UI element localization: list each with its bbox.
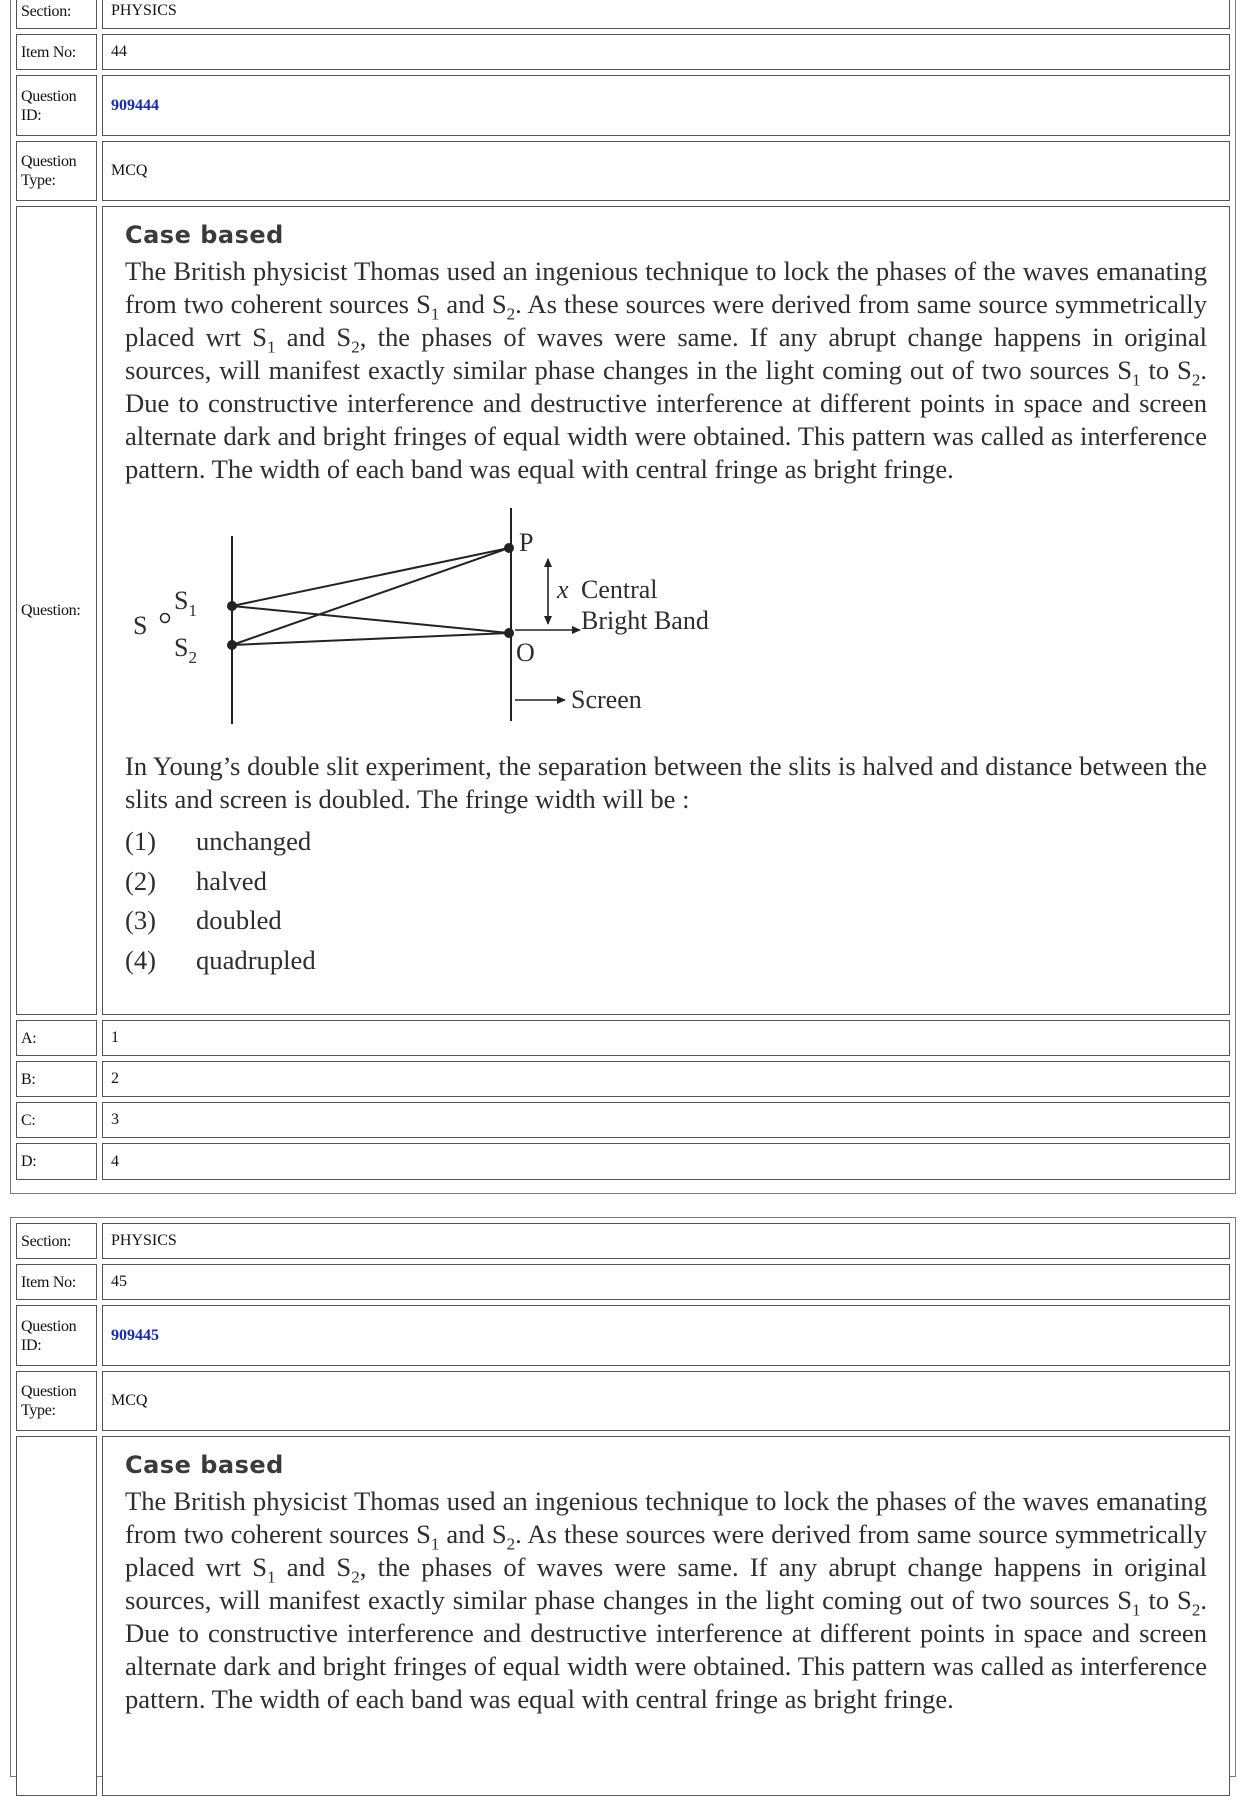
option-3: (3) doubled xyxy=(125,905,282,935)
answer-d-row xyxy=(16,1143,1230,1180)
answer-b-label: B: xyxy=(16,1061,97,1097)
section-row xyxy=(16,1223,1230,1259)
item-no-label: Item No: xyxy=(16,34,97,70)
question-type-row xyxy=(16,141,1230,201)
question-id-value: 909445 xyxy=(102,1305,1230,1366)
question-row xyxy=(16,1436,1230,1796)
option-2: (2) halved xyxy=(125,865,267,896)
option-1: (1) unchanged xyxy=(125,826,312,856)
question-type-row xyxy=(16,1371,1230,1431)
answer-c-row xyxy=(16,1102,1230,1138)
label-p: P xyxy=(519,528,534,557)
item-no-value: 44 xyxy=(102,34,1230,70)
ydse-diagram xyxy=(125,506,745,736)
question-card-45 xyxy=(10,1217,1236,1777)
item-no-row xyxy=(16,34,1230,70)
question-id-label: Question ID: xyxy=(16,1305,97,1366)
label-x: x xyxy=(557,575,569,604)
case-title: Case based xyxy=(125,221,284,249)
option-4: (4) quadrupled xyxy=(125,944,316,975)
s2-dot xyxy=(227,640,237,650)
case-title: Case based xyxy=(125,1451,284,1479)
s1-dot xyxy=(227,601,237,611)
question-type-value: MCQ xyxy=(102,1371,1230,1431)
item-no-row xyxy=(16,1264,1230,1300)
question-type-label: Question Type: xyxy=(16,141,97,201)
question-id-row xyxy=(16,75,1230,136)
section-label: Section: xyxy=(16,1223,97,1259)
question-id-label: Question ID: xyxy=(16,75,97,136)
label-bright-band: Bright Band xyxy=(581,606,709,635)
question-row xyxy=(16,206,1230,1015)
question-text: In Young’s double slit experiment, the separation between the slits is halved and distance between the slits and screen is doubled. The fringe width will be : xyxy=(125,751,1207,814)
ray-s1-o xyxy=(232,606,509,633)
label-o: O xyxy=(516,638,535,667)
answer-d-value: 4 xyxy=(102,1143,1230,1180)
case-paragraph: The British physicist Thomas used an ingenious technique to lock the phases of the waves emanating from two coherent sources $S_1$ and $S_2$. As these sources were derived from same source symmetrically placed wrt $S_1$ and $S_2$, the phases of waves were same. If any abrupt change happens in original sources, will manifest exactly similar phase changes in the light coming out of two sources $S_1$ to $S_2$. Due to constructive interference and destructive interference at different points in space and screen alternate dark and bright fringes of equal width were obtained. This pattern was called as interference pattern. The width of each band was equal with central fringe as bright fringe. xyxy=(125,1486,1208,1714)
question-id-value: 909444 xyxy=(102,75,1230,136)
source-s-circle xyxy=(161,614,170,623)
answer-c-label: C: xyxy=(16,1102,97,1138)
label-s2: $S_2$ xyxy=(174,633,197,667)
answer-b-value: 2 xyxy=(102,1061,1230,1097)
question-id-row xyxy=(16,1305,1230,1366)
section-row xyxy=(16,0,1230,29)
answer-c-value: 3 xyxy=(102,1102,1230,1138)
question-card-44 xyxy=(10,0,1236,1194)
question-type-label: Question Type: xyxy=(16,1371,97,1431)
item-no-label: Item No: xyxy=(16,1264,97,1300)
ray-s2-o xyxy=(232,633,509,645)
question-body xyxy=(102,1436,1230,1796)
answer-a-row xyxy=(16,1020,1230,1056)
section-value: PHYSICS xyxy=(102,1223,1230,1259)
answer-d-label: D: xyxy=(16,1143,97,1180)
question-body xyxy=(102,206,1230,1015)
section-value: PHYSICS xyxy=(102,0,1230,29)
label-s1: $S_1$ xyxy=(174,586,197,620)
answer-a-label: A: xyxy=(16,1020,97,1056)
question-type-value: MCQ xyxy=(102,141,1230,201)
case-paragraph: The British physicist Thomas used an ingenious technique to lock the phases of the waves emanating from two coherent sources $S_1$ and $S_2$. As these sources were derived from same source symmetrically placed wrt $S_1$ and $S_2$, the phases of waves were same. If any abrupt change happens in original sources, will manifest exactly similar phase changes in the light coming out of two sources $S_1$ to $S_2$. Due to constructive interference and destructive interference at different points in space and screen alternate dark and bright fringes of equal width were obtained. This pattern was called as interference pattern. The width of each band was equal with central fringe as bright fringe. xyxy=(125,256,1208,484)
label-s: S xyxy=(133,611,148,640)
label-central: Central xyxy=(581,575,658,604)
label-screen: Screen xyxy=(571,685,642,714)
answer-b-row xyxy=(16,1061,1230,1097)
ydse-figure xyxy=(125,506,745,736)
options-list xyxy=(125,822,1207,980)
p-dot xyxy=(504,543,514,553)
o-dot xyxy=(504,628,514,638)
question-label xyxy=(16,1436,97,1796)
item-no-value: 45 xyxy=(102,1264,1230,1300)
question-label: Question: xyxy=(16,206,97,1015)
section-label: Section: xyxy=(16,0,97,29)
answer-a-value: 1 xyxy=(102,1020,1230,1056)
